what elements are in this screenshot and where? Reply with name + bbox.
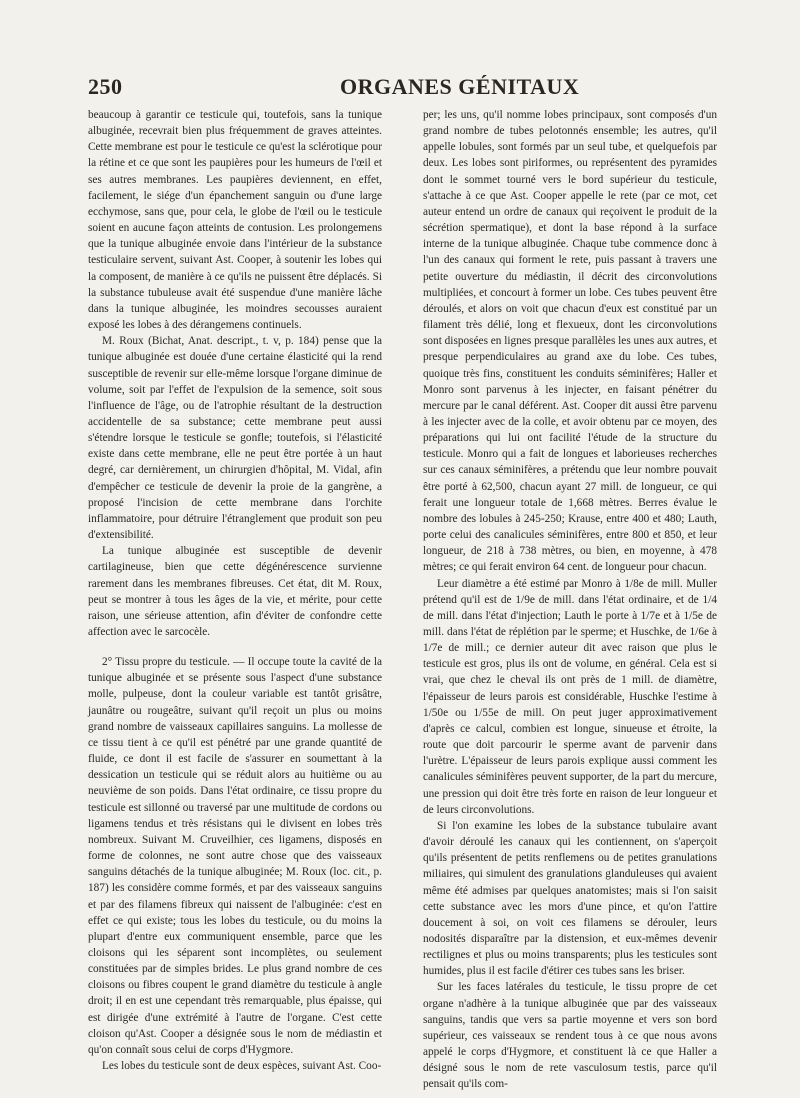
paragraph: Les lobes du testicule sont de deux espèces, suivant Ast. Coo-: [102, 1060, 382, 1073]
paragraph: M. Roux (Bichat, Anat. descript., t. v, p. 184) pense que la tunique albuginée est douée d'une certaine élasticité qui la rend susceptible de revenir sur elle-même lorsque l'organe diminue de volume, soit par l'effet de l'expulsion de la semence, soit sous l'influence de l'âge, ou de l'atrophie résultant de la destruction accidentelle de sa substance; cette membrane peut aussi s'étendre lorsque le testicule se gonfle; toutefois, si l'élasticité existe dans cette membrane, elle ne peut être portée à un haut degré, car dernièrement, un chirurgien d'hôpital, M. Vidal, afin d'empêcher ce testicule de devenir la proie de la gangrène, a proposé l'incision de cette membrane dans l'orchite inflammatoire, pour détruire l'étranglement que produit son peu d'extensibilité.: [88, 335, 382, 542]
page-number: 250: [88, 74, 123, 99]
paragraph: Sur les faces latérales du testicule, le tissu propre de cet organe n'adhère à la tunique albuginée que par des vaisseaux sanguins, tandis que vers sa partie moyenne et vers son bord supérieur, ces vaisseaux se rendent tous à ce que nous avons appelé le corps d'Hygmore, et constituent là ce que Haller a désigné sous le nom de rete vasculosum testis, parce qu'il pensait qu'ils com-: [423, 981, 717, 1091]
paragraph: La tunique albuginée est susceptible de devenir cartilagineuse, bien que cette dégénérescence survienne rarement dans les membranes fibreuses. Cet état, dit M. Roux, peut se montrer à tous les âges de la vie, et mérite, pour cette raison, une sérieuse attention, afin d'éviter de confondre cette affection avec le sarcocèle.: [88, 545, 382, 638]
page-header: [88, 74, 716, 104]
paragraph: per; les uns, qu'il nomme lobes principaux, sont composés d'un grand nombre de tubes pelotonnés ensemble; les autres, qu'il appelle lobules, sont formés par un seul tube, et quelquefois par deux. Les lobes sont piriformes, ou représentent des pyramides dont le sommet tourné vers le bord supérieur du testicule, s'attache à ce que Ast. Cooper appelle le rete (par ce mot, cet auteur entend un ordre de canaux qui reçoivent le produit de la sécrétion spermatique), et dont la base répond à la surface interne de la tunique albuginée. Chaque tube commence donc à l'un des canaux qui forment le rete, puis passant à travers une petite ouverture du médiastin, il décrit des circonvolutions multipliées, et concourt à former un lobe. Ces tubes peuvent être déroulés, et alors on voit que chacun d'eux est constitué par un filament très délié, long et flexueux, dont les circonvolutions sont disposées en lignes presque parallèles les unes aux autres, et presque perpendiculaires au grand axe du lobe. Ces tubes, quoique très fins, constituent les conduits séminifères; Haller et Monro sont parvenus à les injecter, en faisant pénétrer du mercure par le canal déférent. Ast. Cooper dit aussi être parvenu à les injecter avec de la colle, et avoir obtenu par ce moyen, des préparations qui lui ont facilité l'étude de la structure du testicule. Monro qui a fait de longues et laborieuses recherches sur ces canaux séminifères, a prétendu que leur nombre pouvait être porté à 62,500, chacun ayant 27 mill. de longueur, ce qui ferait une longueur totale de 1,668 mètres. Berres évalue le nombre des lobules à 245-250; Krause, entre 400 et 480; Lauth, porte celui des canalicules séminifères, entre 800 et 850, et leur longueur, de 218 à 738 mètres, ou bien, en moyenne, à 478 mètres; ce qui ferait environ 64 cent. de longueur pour chacun.: [423, 109, 717, 574]
left-column: [88, 107, 382, 1074]
running-title: ORGANES GÉNITAUX: [340, 74, 580, 99]
paragraph: Si l'on examine les lobes de la substance tubulaire avant d'avoir déroulé les canaux qui les contiennent, on s'aperçoit qu'ils présentent de petits renflemens ou de petites granulations miliaires, qui simulent des granulations glanduleuses qui avaient même été admises par quelques anatomistes; mais si l'on saisit cette substance avec les mors d'une pince, et qu'on l'attire doucement à soi, on voit ces filamens se dérouler, leurs nodosités disparaître par la distension, et eux-mêmes devenir rectilignes et plus ou moins transparents; plus les testicules sont humides, plus il est facile d'étirer ces tubes sans les briser.: [423, 819, 717, 978]
right-column: [423, 107, 717, 1093]
paragraph: Leur diamètre a été estimé par Monro à 1/8e de mill. Muller prétend qu'il est de 1/9e de mill. dans l'état ordinaire, et de 1/4 de mill. dans l'état d'injection; Lauth le porte à 1/7e et à 1/5e de mill. dans l'état de réplétion par le sperme; et Huschke, de 1/6e à 1/7e de mill.; ce dernier auteur dit avec raison que plus le testicule est gros, plus ils ont de volume, en général. Cela est si vrai, que chez le cheval ils ont près de 1 mill. de diamètre, l'épaisseur de leurs parois est considérable, Huschke l'estime à 1/50e ou 1/55e de mill. On peut juger approximativement d'après ce calcul, combien est longue, sinueuse et étroite, la route que doit parcourir le sperme avant de parvenir dans l'urètre. L'épaisseur de leurs parois explique aussi comment les canalicules séminifères peuvent supporter, de la part du mercure, une pression qui doit être très forte en raison de leur longueur et de leurs circonvolutions.: [423, 577, 717, 816]
paragraph: 2° Tissu propre du testicule. — Il occupe toute la cavité de la tunique albuginée et se présente sous l'aspect d'une substance molle, pulpeuse, dont la couleur variable est tantôt grisâtre, jaunâtre ou rougeâtre, suivant qu'il reçoit un plus ou moins grand nombre de vaisseaux capillaires sanguins. La mollesse de ce tissu tient à ce qu'il est pénétré par une grande quantité de fluide, ce dont il est facile de s'assurer en soumettant à la dessication un testicule qui se réduit alors au huitième ou au neuvième de son poids. Dans l'état ordinaire, ce tissu propre du testicule est sillonné ou traversé par une multitude de cordons ou ligamens tendus et très résistans qui le divisent en lobes très nombreux. Suivant M. Cruveilhier, ces ligamens, disposés en forme de colonnes, ne sont autre chose que des vaisseaux sanguins détachés de la tunique albuginée; M. Roux (loc. cit., p. 187) les considère comme formés, et par des vaisseaux sanguins et par des filamens fibreux qui naissent de l'albuginée: c'est en effet ce qui existe; tous les lobes du testicule, ou du moins la plupart d'entre eux communiquent ensemble, parce que les cloisons qui les séparent sont incomplètes, ou seulement constituées par de simples brides. Le plus grand nombre de ces cloisons ou fibres coupent le grand diamètre du testicule à angle droit; il en est une cependant très remarquable, plus épaisse, qui est dirigée d'une extrémité à l'autre de l'organe. C'est cette cloison qu'Ast. Cooper a désignée sous le nom de médiastin et qu'on connaît sous celui de corps d'Hygmore.: [88, 656, 382, 1056]
paragraph: beaucoup à garantir ce testicule qui, toutefois, sans la tunique albuginée, recevrait bien plus fréquemment de graves atteintes. Cette membrane est pour le testicule ce qu'est la sclérotique pour la rétine et ce que sont les paupières pour les humeurs de l'œil et ses autres membranes. Les paupières deviennent, en effet, facilement, le siége d'un épanchement sanguin ou d'une large ecchymose, sans que, pour cela, le globe de l'œil ou le testicule soient en aucune façon atteints de contusion. Les prolongemens que la tunique albuginée envoie dans l'intérieur de la substance testiculaire servent, suivant Ast. Cooper, à soutenir les lobes qui la composent, de manière à ce qu'ils ne puissent être déplacés. Si la substance tubuleuse avait été suspendue d'une manière lâche dans la tunique albuginée, les moindres secousses auraient exposé les lobes à des dérangemens continuels.: [88, 109, 382, 332]
